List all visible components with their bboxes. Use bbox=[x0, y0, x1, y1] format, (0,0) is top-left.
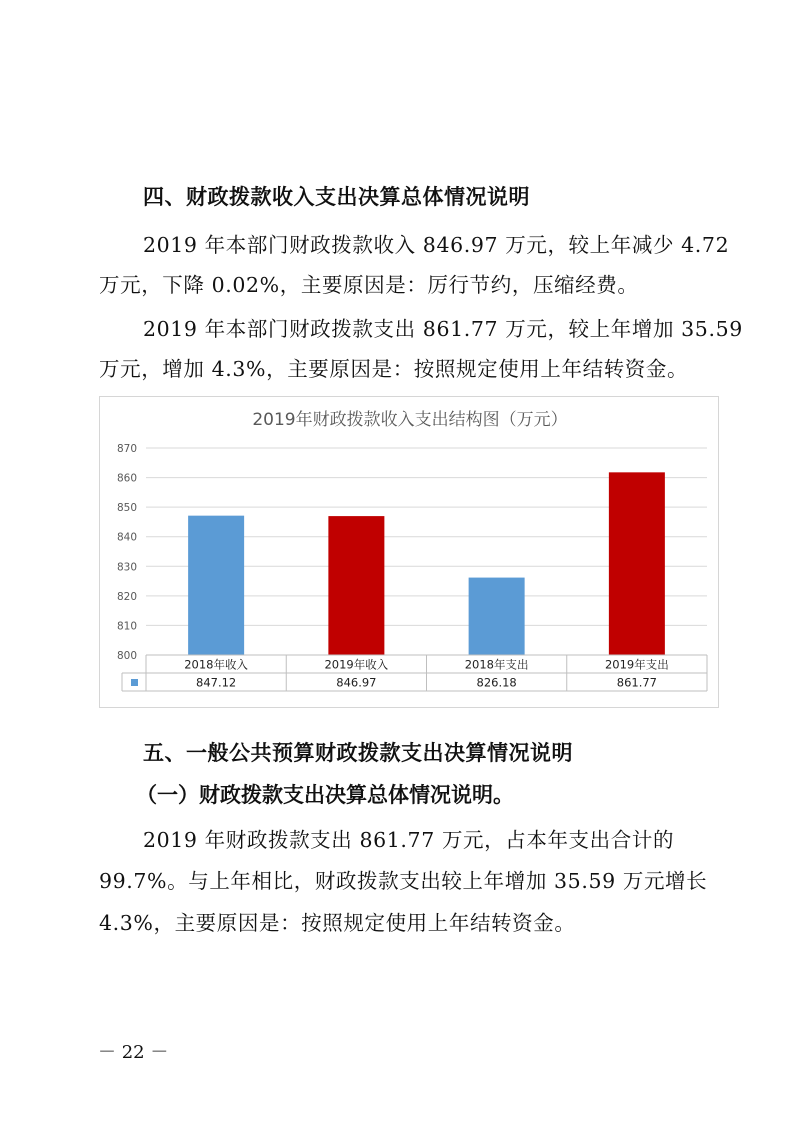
section-4-para2-line2: 万元，增加 4.3%，主要原因是：按照规定使用上年结转资金。 bbox=[99, 357, 689, 381]
data-label: 861.77 bbox=[616, 675, 657, 690]
section-5-para-line1: 2019 年财政拨款支出 861.77 万元，占本年支出合计的 bbox=[143, 828, 675, 852]
section-4-para1-line2: 万元，下降 0.02%，主要原因是：厉行节约，压缩经费。 bbox=[99, 273, 639, 297]
section-5-subheading: （一）财政拨款支出决算总体情况说明。 bbox=[136, 782, 514, 807]
y-tick-label: 820 bbox=[116, 590, 137, 603]
section-5-para-line3: 4.3%，主要原因是：按照规定使用上年结转资金。 bbox=[99, 911, 576, 935]
section-5-para-line2: 99.7%。与上年相比，财政拨款支出较上年增加 35.59 万元增长 bbox=[99, 869, 708, 893]
bar bbox=[188, 516, 244, 655]
y-tick-label: 870 bbox=[116, 443, 137, 455]
chart-bars bbox=[188, 472, 665, 655]
bar bbox=[328, 516, 384, 655]
category-label: 2018年收入 bbox=[184, 657, 249, 672]
data-label: 846.97 bbox=[336, 675, 377, 690]
section-5-heading: 五、一般公共预算财政拨款支出决算情况说明 bbox=[143, 741, 573, 765]
chart-container bbox=[99, 396, 719, 708]
category-label: 2019年支出 bbox=[604, 657, 669, 672]
data-label: 847.12 bbox=[196, 675, 237, 690]
chart-title: 2019年财政拨款收入支出结构图（万元） bbox=[252, 410, 568, 430]
y-tick-label: 860 bbox=[116, 472, 137, 485]
y-tick-label: 850 bbox=[116, 502, 137, 515]
legend-marker bbox=[131, 679, 138, 686]
category-label: 2019年收入 bbox=[324, 657, 389, 672]
chart-y-axis bbox=[117, 443, 137, 662]
bar bbox=[469, 578, 525, 655]
page-number: － 22 － bbox=[98, 1042, 169, 1063]
y-tick-label: 840 bbox=[116, 531, 137, 544]
section-4-heading: 四、财政拨款收入支出决算总体情况说明 bbox=[143, 185, 530, 209]
bar bbox=[609, 472, 665, 655]
chart-data-table bbox=[122, 655, 707, 691]
y-tick-label: 830 bbox=[116, 561, 137, 574]
section-4-para2-line1: 2019 年本部门财政拨款支出 861.77 万元，较上年增加 35.59 bbox=[143, 317, 743, 341]
data-label: 826.18 bbox=[476, 675, 517, 690]
category-label: 2018年支出 bbox=[464, 657, 529, 672]
y-tick-label: 800 bbox=[116, 650, 137, 662]
section-4-para1-line1: 2019 年本部门财政拨款收入 846.97 万元，较上年减少 4.72 bbox=[143, 233, 730, 257]
y-tick-label: 810 bbox=[116, 620, 137, 633]
bar-chart bbox=[100, 397, 720, 709]
